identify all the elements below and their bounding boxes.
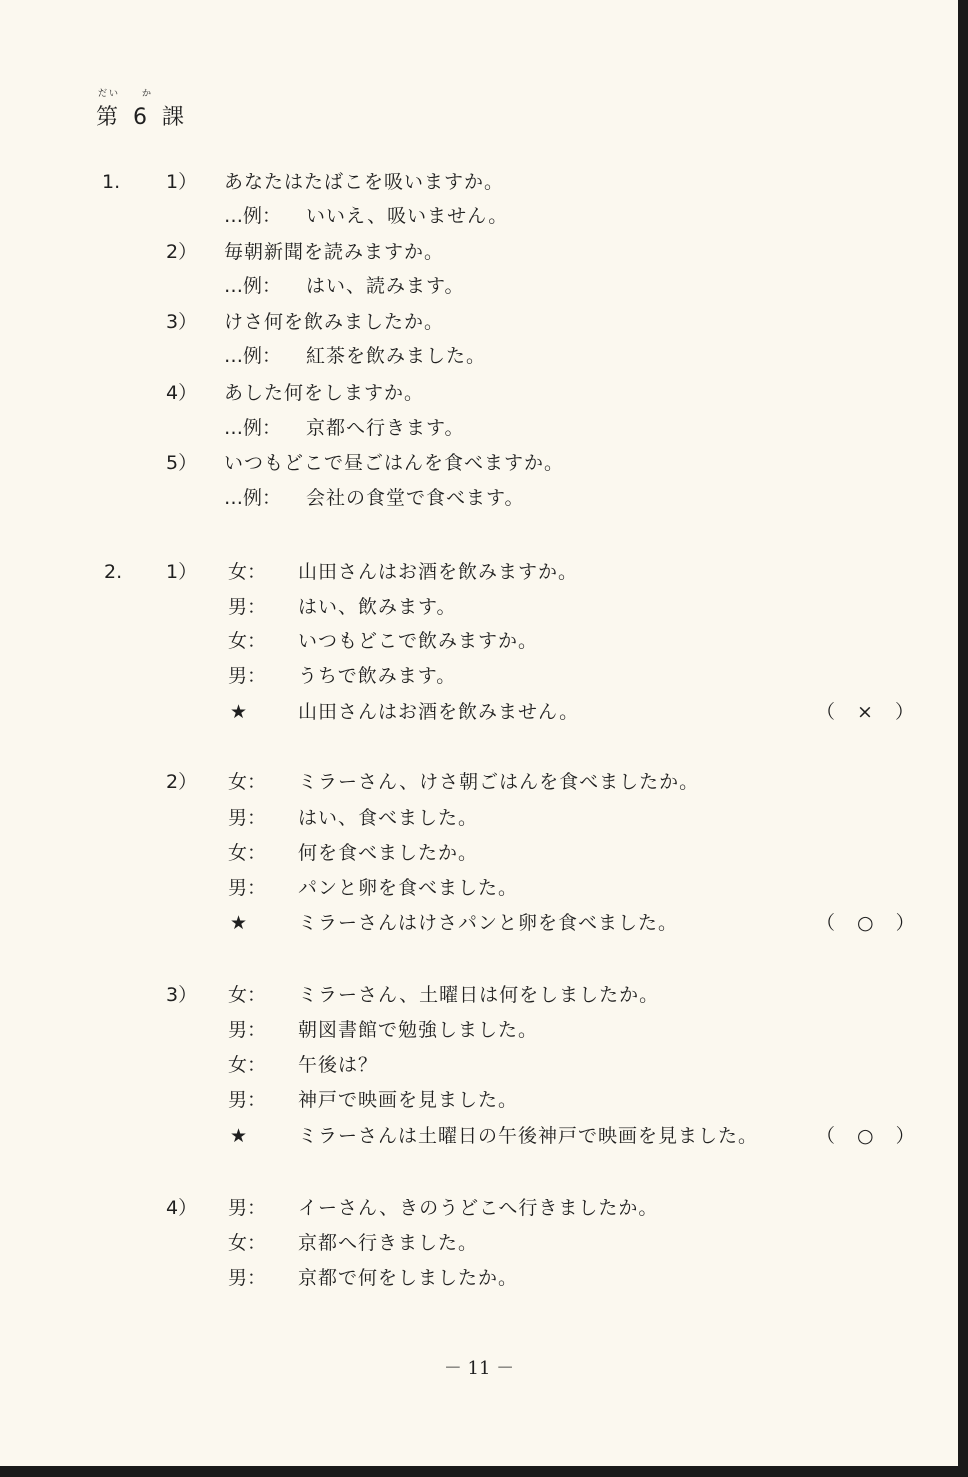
section1-number: 1. — [102, 171, 121, 193]
dialog-line — [0, 1016, 958, 1044]
speaker-label: 女： — [228, 1054, 267, 1076]
dialog-line — [0, 1194, 958, 1222]
speaker-label: 女： — [228, 561, 267, 583]
answer-text: はい、読みます。 — [306, 275, 465, 297]
dialog-text: パンと卵を食べました。 — [298, 877, 519, 899]
answer-lead: …例： — [224, 275, 282, 297]
question-text: 毎朝新聞を読みますか。 — [224, 241, 445, 263]
lesson-title: 第 6 課 — [96, 105, 188, 130]
dialog-text: 午後は？ — [298, 1054, 379, 1076]
answer-row — [0, 272, 958, 300]
speaker-label: 男： — [228, 877, 267, 899]
dialog-line — [0, 1086, 958, 1114]
question-text: けさ何を飲みましたか。 — [224, 311, 445, 333]
dialog-text: 山田さんはお酒を飲みますか。 — [298, 561, 579, 583]
question-text: あなたはたばこを吸いますか。 — [224, 171, 505, 193]
speaker-label: 男： — [228, 596, 267, 618]
title-ruby: だい か — [98, 89, 154, 99]
speaker-label: 男： — [228, 1019, 267, 1041]
speaker-label: 女： — [228, 630, 267, 652]
question-number: 3） — [166, 311, 198, 333]
answer-text: いいえ、吸いません。 — [306, 205, 509, 227]
dialog-line — [0, 804, 958, 832]
answer-lead: …例： — [224, 345, 282, 367]
section1-item — [0, 379, 958, 407]
answer-row — [0, 484, 958, 512]
answer-mark: （ ○ ） — [816, 1125, 923, 1147]
dialog-line — [0, 593, 958, 621]
dialog-text: はい、食べました。 — [298, 807, 479, 829]
dialog-line — [0, 662, 958, 690]
answer-lead: …例： — [224, 417, 282, 439]
question-text: あした何をしますか。 — [224, 382, 425, 404]
dialog-line — [0, 1051, 958, 1079]
dialog-text: ミラーさん、けさ朝ごはんを食べましたか。 — [298, 771, 700, 793]
answer-mark: （ × ） — [816, 701, 922, 723]
statement-row — [0, 1122, 958, 1150]
speaker-label: 男： — [228, 807, 267, 829]
dialog-text: いつもどこで飲みますか。 — [298, 630, 539, 652]
dialog-number: 2） — [166, 771, 198, 793]
section2-number: 2. — [104, 561, 123, 583]
star-icon: ★ — [230, 912, 248, 934]
answer-text: 会社の食堂で食べます。 — [306, 487, 525, 509]
answer-row — [0, 414, 958, 442]
question-number: 4） — [166, 382, 198, 404]
speaker-label: 女： — [228, 771, 267, 793]
dialog-text: 京都へ行きました。 — [298, 1232, 479, 1254]
answer-text: 紅茶を飲みました。 — [306, 345, 487, 367]
section1-item — [0, 238, 958, 266]
speaker-label: 女： — [228, 842, 267, 864]
page-number: － 11 － — [443, 1358, 515, 1379]
section1-item — [0, 308, 958, 336]
speaker-label: 女： — [228, 1232, 267, 1254]
section1-item — [0, 168, 958, 196]
question-number: 2） — [166, 241, 198, 263]
dialog-line — [0, 874, 958, 902]
question-number: 5） — [166, 452, 198, 474]
speaker-label: 男： — [228, 1197, 267, 1219]
dialog-text: ミラーさん、土曜日は何をしましたか。 — [298, 984, 660, 1006]
dialog-line — [0, 768, 958, 796]
section1-item — [0, 449, 958, 477]
star-icon: ★ — [230, 1125, 248, 1147]
dialog-text: うちで飲みます。 — [298, 665, 457, 687]
question-text: いつもどこで昼ごはんを食べますか。 — [224, 452, 565, 474]
dialog-line — [0, 1264, 958, 1292]
answer-lead: …例： — [224, 487, 282, 509]
star-icon: ★ — [230, 701, 248, 723]
answer-text: 京都へ行きます。 — [306, 417, 465, 439]
speaker-label: 男： — [228, 1267, 267, 1289]
dialog-number: 3） — [166, 984, 198, 1006]
answer-row — [0, 342, 958, 370]
speaker-label: 男： — [228, 665, 267, 687]
dialog-line — [0, 558, 958, 586]
dialog-text: 神戸で映画を見ました。 — [298, 1089, 519, 1111]
dialog-line — [0, 839, 958, 867]
speaker-label: 女： — [228, 984, 267, 1006]
statement-text: ミラーさんはけさパンと卵を食べました。 — [298, 912, 679, 934]
dialog-line — [0, 1229, 958, 1257]
dialog-number: 4） — [166, 1197, 198, 1219]
speaker-label: 男： — [228, 1089, 267, 1111]
dialog-text: 朝図書館で勉強しました。 — [298, 1019, 539, 1041]
statement-text: ミラーさんは土曜日の午後神戸で映画を見ました。 — [298, 1125, 759, 1147]
dialog-line — [0, 627, 958, 655]
statement-text: 山田さんはお酒を飲みません。 — [298, 701, 580, 723]
dialog-number: 1） — [166, 561, 198, 583]
dialog-text: イーさん、きのうどこへ行きましたか。 — [298, 1197, 659, 1219]
answer-row — [0, 202, 958, 230]
question-number: 1） — [166, 171, 198, 193]
statement-row — [0, 909, 958, 937]
dialog-text: 京都で何をしましたか。 — [298, 1267, 519, 1289]
statement-row — [0, 698, 958, 726]
answer-lead: …例： — [224, 205, 282, 227]
dialog-text: 何を食べましたか。 — [298, 842, 479, 864]
dialog-text: はい、飲みます。 — [298, 596, 457, 618]
dialog-line — [0, 981, 958, 1009]
answer-mark: （ ○ ） — [816, 912, 923, 934]
